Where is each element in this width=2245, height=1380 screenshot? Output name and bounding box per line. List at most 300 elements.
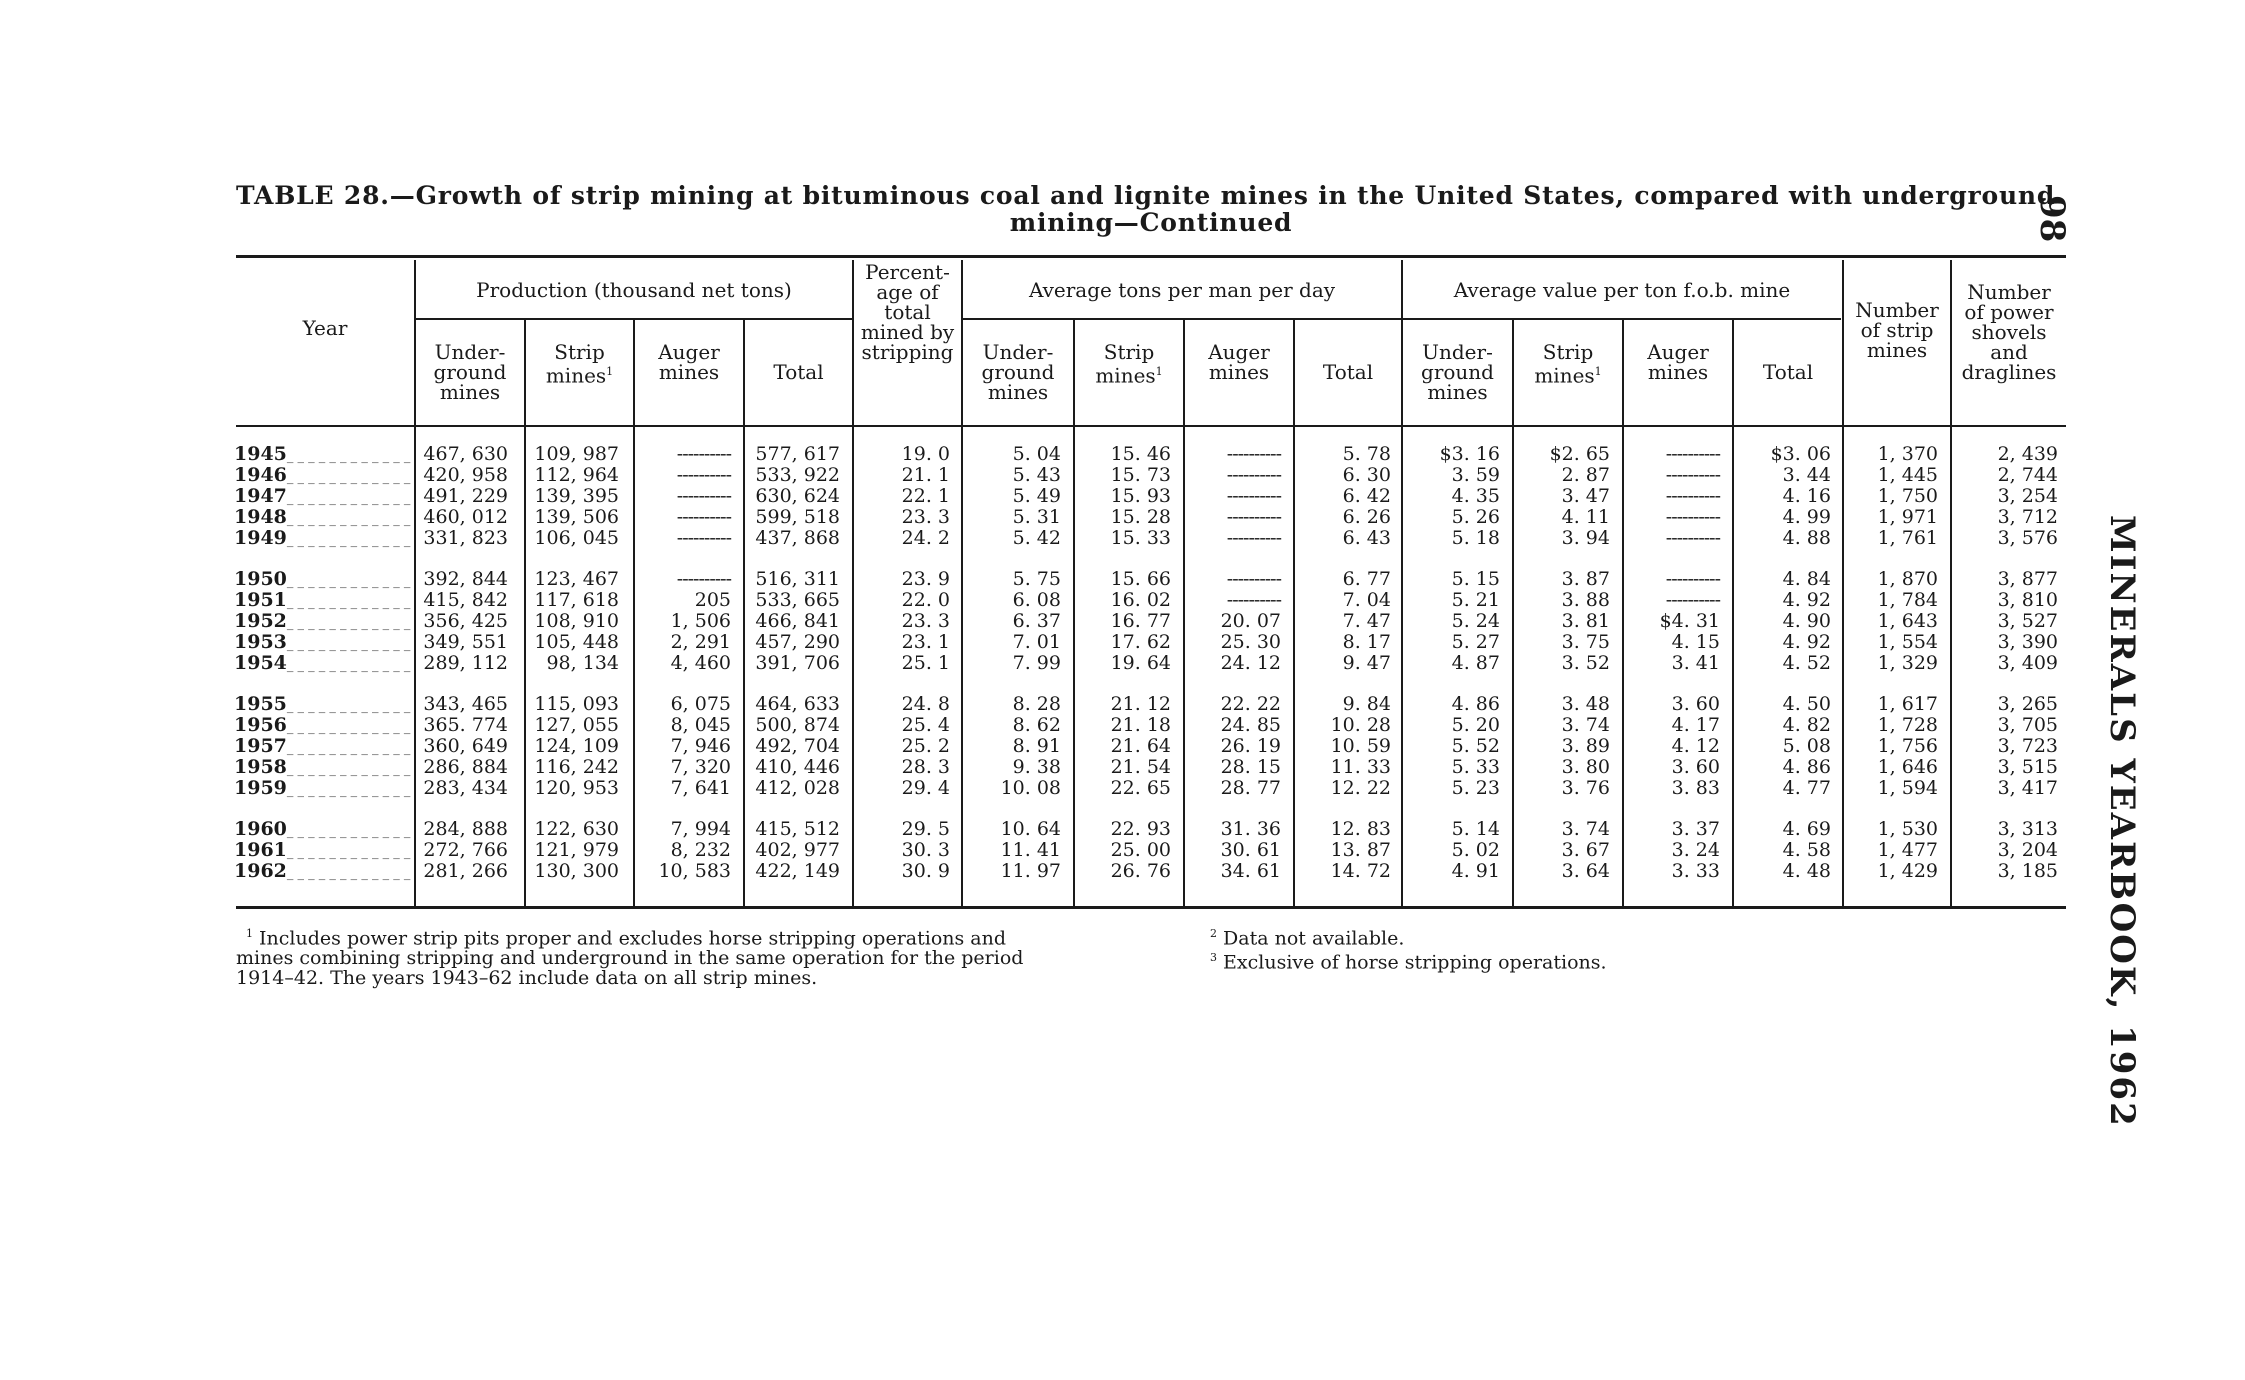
cell-production-total: 516, 311	[755, 568, 840, 590]
cell-value-underground: $3. 16	[1439, 443, 1500, 465]
cell-tons-strip: 22. 93	[1110, 818, 1171, 840]
cell-tons-strip: 25. 00	[1110, 839, 1171, 861]
footnote-2	[1210, 924, 1810, 948]
cell-tons-underground: 11. 41	[1000, 839, 1061, 861]
cell-tons-strip: 21. 18	[1110, 714, 1171, 736]
cell-number-strip-mines: 1, 329	[1877, 652, 1938, 674]
year-label: 1959	[234, 777, 287, 799]
header-production-total: Total	[773, 360, 824, 384]
cell-tons-strip: 22. 65	[1110, 777, 1171, 799]
cell-number-shovels: 3, 723	[1997, 735, 2058, 757]
cell-tons-strip: 19. 64	[1110, 652, 1171, 674]
cell-production-underground: 360, 649	[423, 735, 508, 757]
cell-production-strip: 117, 618	[534, 589, 619, 611]
cell-percentage: 19. 0	[901, 443, 950, 465]
cell-number-shovels: 3, 515	[1997, 756, 2058, 778]
cell-tons-strip: 17. 62	[1110, 631, 1171, 653]
cell-production-underground: 343, 465	[423, 693, 508, 715]
cell-value-auger: ----------	[1665, 568, 1720, 590]
leader-dots: _ _ _ _ _ _ _ _ _ _ _ _	[286, 783, 411, 798]
cell-value-auger: 3. 33	[1671, 860, 1720, 882]
cell-value-auger: 4. 15	[1671, 631, 1720, 653]
cell-value-auger: 3. 60	[1671, 756, 1720, 778]
cell-production-strip: 112, 964	[534, 464, 619, 486]
cell-production-strip: 115, 093	[534, 693, 619, 715]
cell-tons-strip: 26. 76	[1110, 860, 1171, 882]
cell-tons-underground: 7. 01	[1012, 631, 1061, 653]
year-label: 1954	[234, 652, 287, 674]
cell-tons-total: 12. 83	[1330, 818, 1391, 840]
cell-tons-total: 14. 72	[1330, 860, 1391, 882]
cell-number-strip-mines: 1, 370	[1877, 443, 1938, 465]
year-label: 1945	[234, 443, 287, 465]
cell-percentage: 23. 1	[901, 631, 950, 653]
cell-production-total: 533, 665	[755, 589, 840, 611]
cell-production-auger: 7, 946	[670, 735, 731, 757]
cell-value-total: 4. 88	[1782, 527, 1831, 549]
year-label: 1952	[234, 610, 287, 632]
cell-number-shovels: 3, 810	[1997, 589, 2058, 611]
cell-tons-auger: ----------	[1226, 527, 1281, 549]
cell-tons-total: 6. 42	[1342, 485, 1391, 507]
cell-value-total: 4. 58	[1782, 839, 1831, 861]
cell-production-auger: 6, 075	[670, 693, 731, 715]
cell-production-underground: 460, 012	[423, 506, 508, 528]
header-bottom-rule	[236, 425, 2066, 427]
cell-value-strip: 2. 87	[1561, 464, 1610, 486]
footnote-3-text: Exclusive of horse stripping operations.	[1223, 951, 1607, 974]
cell-production-strip: 98, 134	[546, 652, 619, 674]
cell-value-strip: 3. 80	[1561, 756, 1610, 778]
cell-value-total: 3. 44	[1782, 464, 1831, 486]
cell-production-underground: 415, 842	[423, 589, 508, 611]
cell-production-strip: 109, 987	[534, 443, 619, 465]
cell-tons-auger: 31. 36	[1220, 818, 1281, 840]
cell-production-underground: 392, 844	[423, 568, 508, 590]
cell-number-shovels: 3, 527	[1997, 610, 2058, 632]
cell-production-total: 402, 977	[755, 839, 840, 861]
cell-production-strip: 105, 448	[534, 631, 619, 653]
footnote-1-line3: 1914–42. The years 1943–62 include data on all strip mines.	[236, 967, 818, 990]
cell-production-total: 391, 706	[755, 652, 840, 674]
cell-number-shovels: 3, 390	[1997, 631, 2058, 653]
footnote-3-marker: 3	[1210, 951, 1217, 965]
cell-tons-total: 6. 26	[1342, 506, 1391, 528]
cell-value-underground: 3. 59	[1451, 464, 1500, 486]
cell-production-strip: 108, 910	[534, 610, 619, 632]
cell-tons-strip: 21. 64	[1110, 735, 1171, 757]
year-label: 1961	[234, 839, 287, 861]
cell-tons-strip: 21. 12	[1110, 693, 1171, 715]
cell-value-auger: 3. 37	[1671, 818, 1720, 840]
cell-number-shovels: 3, 705	[1997, 714, 2058, 736]
cell-number-strip-mines: 1, 643	[1877, 610, 1938, 632]
cell-tons-underground: 8. 62	[1012, 714, 1061, 736]
cell-tons-underground: 11. 97	[1000, 860, 1061, 882]
cell-tons-auger: 24. 12	[1220, 652, 1281, 674]
cell-value-strip: 3. 89	[1561, 735, 1610, 757]
cell-production-auger: 10, 583	[658, 860, 731, 882]
cell-tons-auger: ----------	[1226, 464, 1281, 486]
avg-tons-group-rule	[963, 318, 1401, 320]
cell-number-strip-mines: 1, 530	[1877, 818, 1938, 840]
footnote-2-3	[1210, 924, 1810, 973]
year-label: 1946	[234, 464, 287, 486]
cell-value-auger: ----------	[1665, 443, 1720, 465]
cell-number-shovels: 2, 439	[1997, 443, 2058, 465]
cell-value-strip: 3. 52	[1561, 652, 1610, 674]
cell-tons-auger: ----------	[1226, 443, 1281, 465]
page-number: 98	[2032, 195, 2072, 243]
cell-value-auger: ----------	[1665, 506, 1720, 528]
header-value-underground: Under- ground mines	[1421, 340, 1494, 404]
cell-tons-total: 9. 84	[1342, 693, 1391, 715]
header-tons-total: Total	[1322, 360, 1374, 384]
cell-value-total: 4. 92	[1782, 631, 1831, 653]
running-head: MINERALS YEARBOOK, 1962	[2102, 515, 2142, 1128]
cell-tons-underground: 9. 38	[1012, 756, 1061, 778]
cell-production-strip: 106, 045	[534, 527, 619, 549]
year-label: 1960	[234, 818, 287, 840]
cell-production-underground: 365. 774	[423, 714, 508, 736]
cell-value-strip: 3. 67	[1561, 839, 1610, 861]
cell-production-strip: 116, 242	[534, 756, 619, 778]
cell-tons-auger: 20. 07	[1220, 610, 1281, 632]
header-number-shovels: Number of power shovels and draglines	[1961, 280, 2057, 384]
cell-tons-auger: 28. 77	[1220, 777, 1281, 799]
cell-value-total: $3. 06	[1770, 443, 1831, 465]
table-title	[236, 182, 2066, 236]
cell-number-shovels: 3, 877	[1997, 568, 2058, 590]
cell-production-auger: 7, 994	[670, 818, 731, 840]
cell-production-total: 577, 617	[755, 443, 840, 465]
cell-percentage: 30. 9	[901, 860, 950, 882]
cell-tons-auger: 34. 61	[1220, 860, 1281, 882]
cell-tons-auger: 28. 15	[1220, 756, 1281, 778]
cell-number-strip-mines: 1, 971	[1877, 506, 1938, 528]
cell-production-underground: 272, 766	[423, 839, 508, 861]
cell-value-underground: 5. 14	[1451, 818, 1500, 840]
cell-production-total: 630, 624	[755, 485, 840, 507]
year-label: 1957	[234, 735, 287, 757]
cell-production-total: 492, 704	[755, 735, 840, 757]
cell-percentage: 29. 4	[901, 777, 950, 799]
cell-production-strip: 122, 630	[534, 818, 619, 840]
cell-production-total: 412, 028	[755, 777, 840, 799]
year-label: 1950	[234, 568, 287, 590]
cell-value-total: 4. 16	[1782, 485, 1831, 507]
header-production-strip	[526, 342, 633, 386]
cell-tons-auger: ----------	[1226, 506, 1281, 528]
cell-tons-total: 10. 28	[1330, 714, 1391, 736]
cell-value-strip: 3. 48	[1561, 693, 1610, 715]
leader-dots: _ _ _ _ _ _ _ _ _ _ _ _	[286, 533, 411, 548]
cell-value-auger: ----------	[1665, 464, 1720, 486]
cell-value-strip: 3. 47	[1561, 485, 1610, 507]
cell-production-strip: 124, 109	[534, 735, 619, 757]
cell-value-total: 4. 86	[1782, 756, 1831, 778]
cell-value-total: 4. 50	[1782, 693, 1831, 715]
cell-value-total: 4. 52	[1782, 652, 1831, 674]
cell-tons-auger: 25. 30	[1220, 631, 1281, 653]
cell-value-underground: 5. 23	[1451, 777, 1500, 799]
footnote-1-line1	[236, 924, 1116, 948]
cell-tons-underground: 8. 91	[1012, 735, 1061, 757]
cell-tons-total: 5. 78	[1342, 443, 1391, 465]
cell-value-underground: 4. 91	[1451, 860, 1500, 882]
year-label: 1949	[234, 527, 287, 549]
leader-dots: _ _ _ _ _ _ _ _ _ _ _ _	[286, 658, 411, 673]
year-cell	[234, 778, 410, 801]
cell-value-strip: 3. 94	[1561, 527, 1610, 549]
leader-dots: _ _ _ _ _ _ _ _ _ _ _ _	[286, 470, 411, 485]
cell-value-auger: ----------	[1665, 527, 1720, 549]
table-title-line1: TABLE 28.—Growth of strip mining at bituminous coal and lignite mines in the United States, compared with underground	[236, 181, 2056, 210]
leader-dots: _ _ _ _ _ _ _ _ _ _ _ _	[286, 824, 411, 839]
leader-dots: _ _ _ _ _ _ _ _ _ _ _ _	[286, 845, 411, 860]
cell-value-strip: 3. 75	[1561, 631, 1610, 653]
cell-percentage: 28. 3	[901, 756, 950, 778]
cell-tons-auger: ----------	[1226, 485, 1281, 507]
cell-production-total: 500, 874	[755, 714, 840, 736]
header-tons-auger: Auger mines	[1208, 340, 1270, 384]
cell-production-total: 457, 290	[755, 631, 840, 653]
cell-production-strip: 139, 395	[534, 485, 619, 507]
cell-value-underground: 5. 21	[1451, 589, 1500, 611]
cell-percentage: 22. 1	[901, 485, 950, 507]
footnote-ref-1: 1	[1155, 365, 1163, 378]
leader-dots: _ _ _ _ _ _ _ _ _ _ _ _	[286, 699, 411, 714]
cell-value-total: 4. 82	[1782, 714, 1831, 736]
cell-tons-total: 7. 47	[1342, 610, 1391, 632]
leader-dots: _ _ _ _ _ _ _ _ _ _ _ _	[286, 595, 411, 610]
header-year: Year	[302, 316, 348, 340]
cell-value-total: 4. 99	[1782, 506, 1831, 528]
year-cell	[234, 653, 410, 676]
cell-tons-total: 6. 43	[1342, 527, 1391, 549]
header-value-strip-label: Strip mines	[1534, 340, 1595, 388]
year-label: 1948	[234, 506, 287, 528]
cell-number-strip-mines: 1, 429	[1877, 860, 1938, 882]
cell-value-underground: 4. 87	[1451, 652, 1500, 674]
cell-tons-total: 8. 17	[1342, 631, 1391, 653]
cell-value-total: 4. 84	[1782, 568, 1831, 590]
cell-value-strip: 4. 11	[1561, 506, 1610, 528]
leader-dots: _ _ _ _ _ _ _ _ _ _ _ _	[286, 637, 411, 652]
header-percentage: Percent- age of total mined by stripping	[860, 260, 955, 364]
cell-value-total: 4. 90	[1782, 610, 1831, 632]
cell-tons-total: 11. 33	[1330, 756, 1391, 778]
cell-tons-total: 6. 30	[1342, 464, 1391, 486]
header-value-total: Total	[1762, 360, 1814, 384]
cell-value-strip: 3. 76	[1561, 777, 1610, 799]
cell-tons-underground: 7. 99	[1012, 652, 1061, 674]
header-tons-underground: Under- ground mines	[981, 340, 1055, 404]
footnote-2-text: Data not available.	[1223, 927, 1405, 950]
cell-production-underground: 281, 266	[423, 860, 508, 882]
leader-dots: _ _ _ _ _ _ _ _ _ _ _ _	[286, 616, 411, 631]
header-tons-strip	[1075, 342, 1183, 386]
footnote-3	[1210, 948, 1810, 972]
cell-production-underground: 286, 884	[423, 756, 508, 778]
cell-production-total: 599, 518	[755, 506, 840, 528]
cell-value-strip: 3. 74	[1561, 818, 1610, 840]
cell-production-underground: 331, 823	[423, 527, 508, 549]
cell-value-strip: $2. 65	[1549, 443, 1610, 465]
cell-value-strip: 3. 88	[1561, 589, 1610, 611]
cell-production-total: 410, 446	[755, 756, 840, 778]
cell-production-auger: ----------	[676, 464, 731, 486]
cell-number-shovels: 3, 712	[1997, 506, 2058, 528]
cell-tons-strip: 15. 33	[1110, 527, 1171, 549]
cell-number-shovels: 3, 417	[1997, 777, 2058, 799]
cell-number-strip-mines: 1, 594	[1877, 777, 1938, 799]
cell-production-strip: 139, 506	[534, 506, 619, 528]
cell-value-strip: 3. 81	[1561, 610, 1610, 632]
header-value-auger: Auger mines	[1647, 340, 1709, 384]
cell-percentage: 24. 2	[901, 527, 950, 549]
footnote-2-marker: 2	[1210, 927, 1217, 940]
cell-tons-strip: 15. 73	[1110, 464, 1171, 486]
cell-production-underground: 467, 630	[423, 443, 508, 465]
cell-number-strip-mines: 1, 750	[1877, 485, 1938, 507]
cell-number-shovels: 3, 409	[1997, 652, 2058, 674]
leader-dots: _ _ _ _ _ _ _ _ _ _ _ _	[286, 762, 411, 777]
cell-tons-underground: 8. 28	[1012, 693, 1061, 715]
cell-value-underground: 5. 27	[1451, 631, 1500, 653]
cell-tons-auger: ----------	[1226, 568, 1281, 590]
year-label: 1951	[234, 589, 287, 611]
cell-tons-auger: 24. 85	[1220, 714, 1281, 736]
year-label: 1962	[234, 860, 287, 882]
cell-tons-underground: 5. 04	[1012, 443, 1061, 465]
cell-tons-underground: 10. 08	[1000, 777, 1061, 799]
cell-percentage: 23. 9	[901, 568, 950, 590]
cell-number-shovels: 3, 313	[1997, 818, 2058, 840]
cell-value-underground: 5. 20	[1451, 714, 1500, 736]
cell-value-auger: ----------	[1665, 589, 1720, 611]
cell-production-total: 422, 149	[755, 860, 840, 882]
cell-tons-total: 6. 77	[1342, 568, 1391, 590]
cell-production-auger: ----------	[676, 568, 731, 590]
year-cell	[234, 861, 410, 884]
cell-number-strip-mines: 1, 870	[1877, 568, 1938, 590]
header-number-strip-mines: Number of strip mines	[1855, 298, 1939, 362]
cell-percentage: 24. 8	[901, 693, 950, 715]
cell-tons-underground: 5. 42	[1012, 527, 1061, 549]
cell-value-underground: 4. 35	[1451, 485, 1500, 507]
cell-number-strip-mines: 1, 728	[1877, 714, 1938, 736]
header-production-underground: Under- ground mines	[433, 340, 507, 404]
cell-tons-total: 7. 04	[1342, 589, 1391, 611]
cell-production-auger: ----------	[676, 506, 731, 528]
cell-value-auger: 3. 83	[1671, 777, 1720, 799]
cell-value-underground: 5. 24	[1451, 610, 1500, 632]
cell-percentage: 29. 5	[901, 818, 950, 840]
cell-production-total: 437, 868	[755, 527, 840, 549]
footnote-ref-1: 1	[606, 365, 614, 378]
leader-dots: _ _ _ _ _ _ _ _ _ _ _ _	[286, 491, 411, 506]
cell-value-auger: $4. 31	[1659, 610, 1720, 632]
cell-production-underground: 283, 434	[423, 777, 508, 799]
cell-value-underground: 5. 33	[1451, 756, 1500, 778]
header-production-strip-label: Strip mines	[545, 340, 607, 388]
cell-tons-underground: 5. 31	[1012, 506, 1061, 528]
cell-tons-strip: 15. 46	[1110, 443, 1171, 465]
footnote-1	[236, 924, 1116, 988]
leader-dots: _ _ _ _ _ _ _ _ _ _ _ _	[286, 741, 411, 756]
cell-tons-underground: 10. 64	[1000, 818, 1061, 840]
cell-value-strip: 3. 74	[1561, 714, 1610, 736]
cell-value-auger: 3. 41	[1671, 652, 1720, 674]
cell-production-strip: 127, 055	[534, 714, 619, 736]
cell-tons-strip: 15. 93	[1110, 485, 1171, 507]
cell-tons-total: 13. 87	[1330, 839, 1391, 861]
cell-tons-auger: 30. 61	[1220, 839, 1281, 861]
cell-production-auger: 4, 460	[670, 652, 731, 674]
cell-production-underground: 349, 551	[423, 631, 508, 653]
table-top-rule	[236, 255, 2066, 258]
cell-production-strip: 120, 953	[534, 777, 619, 799]
cell-number-shovels: 3, 576	[1997, 527, 2058, 549]
cell-tons-strip: 15. 66	[1110, 568, 1171, 590]
cell-value-auger: 3. 60	[1671, 693, 1720, 715]
cell-tons-underground: 6. 08	[1012, 589, 1061, 611]
cell-value-underground: 5. 15	[1451, 568, 1500, 590]
cell-production-underground: 420, 958	[423, 464, 508, 486]
cell-production-auger: 7, 641	[670, 777, 731, 799]
header-avg-value-group: Average value per ton f.o.b. mine	[1453, 278, 1791, 302]
cell-value-underground: 5. 26	[1451, 506, 1500, 528]
cell-number-strip-mines: 1, 761	[1877, 527, 1938, 549]
year-label: 1947	[234, 485, 287, 507]
cell-number-shovels: 3, 254	[1997, 485, 2058, 507]
cell-value-total: 4. 77	[1782, 777, 1831, 799]
footnote-1-line2: mines combining stripping and underground in the same operation for the period	[236, 947, 1024, 970]
cell-tons-auger: 22. 22	[1220, 693, 1281, 715]
year-label: 1956	[234, 714, 287, 736]
cell-percentage: 21. 1	[901, 464, 950, 486]
cell-value-total: 4. 69	[1782, 818, 1831, 840]
cell-number-shovels: 3, 185	[1997, 860, 2058, 882]
cell-value-strip: 3. 87	[1561, 568, 1610, 590]
cell-production-auger: 1, 506	[670, 610, 731, 632]
table-title-line2: mining—Continued	[1009, 208, 1293, 237]
cell-number-strip-mines: 1, 554	[1877, 631, 1938, 653]
cell-value-total: 4. 48	[1782, 860, 1831, 882]
leader-dots: _ _ _ _ _ _ _ _ _ _ _ _	[286, 574, 411, 589]
cell-production-total: 415, 512	[755, 818, 840, 840]
cell-value-strip: 3. 64	[1561, 860, 1610, 882]
cell-production-total: 464, 633	[755, 693, 840, 715]
cell-tons-total: 10. 59	[1330, 735, 1391, 757]
year-label: 1955	[234, 693, 287, 715]
cell-percentage: 23. 3	[901, 610, 950, 632]
cell-tons-strip: 16. 77	[1110, 610, 1171, 632]
cell-tons-strip: 15. 28	[1110, 506, 1171, 528]
cell-production-underground: 289, 112	[423, 652, 508, 674]
leader-dots: _ _ _ _ _ _ _ _ _ _ _ _	[286, 720, 411, 735]
cell-number-strip-mines: 1, 646	[1877, 756, 1938, 778]
cell-production-auger: 2, 291	[670, 631, 731, 653]
cell-production-auger: 8, 232	[670, 839, 731, 861]
cell-value-total: 4. 92	[1782, 589, 1831, 611]
cell-production-underground: 356, 425	[423, 610, 508, 632]
cell-value-total: 5. 08	[1782, 735, 1831, 757]
cell-number-strip-mines: 1, 617	[1877, 693, 1938, 715]
leader-dots: _ _ _ _ _ _ _ _ _ _ _ _	[286, 449, 411, 464]
cell-percentage: 23. 3	[901, 506, 950, 528]
